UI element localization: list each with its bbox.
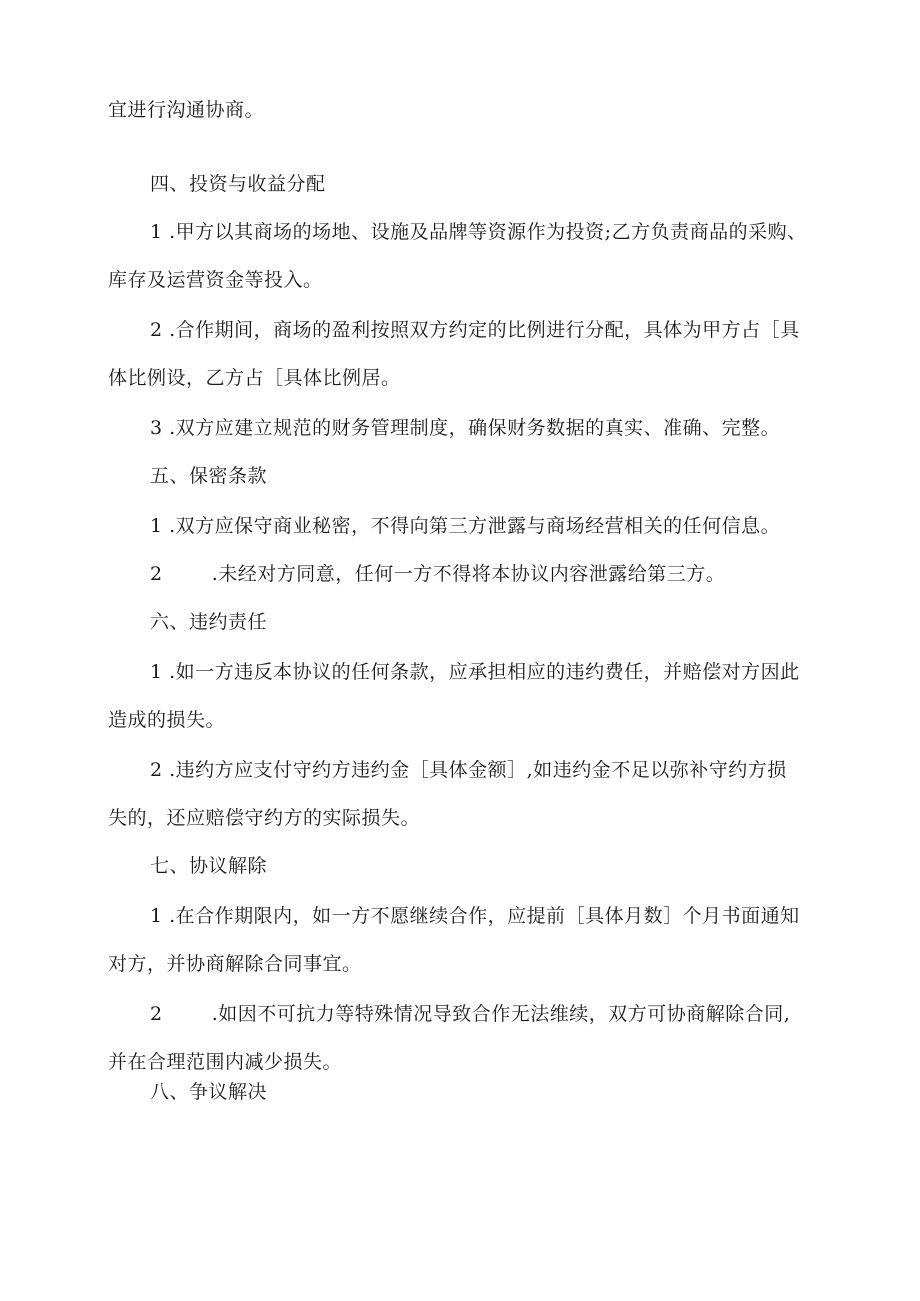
clause-text: .如因不可抗力等特殊情况导致合作无法维续，双方可协商解除合同, [211, 1003, 791, 1025]
clause-text: .甲方以其商场的场地、设施及品牌等资源作为投资;乙方负责商品的采购、 [169, 221, 807, 243]
clause-number: 2 [150, 759, 163, 781]
clause-text: .如一方违反本协议的任何条款，应承担相应的违约费任，并赔偿对方因此 [169, 661, 800, 683]
clause-text: .双方应保守商业秘密，不得向第三方泄露与商场经营相关的任何信息。 [169, 515, 781, 537]
clause-text-continuation: 体比例设，乙方占［具体比例居。 [108, 367, 401, 389]
clause-line [150, 1002, 790, 1026]
section-heading-liability: 六、违约责任 [150, 611, 268, 633]
clause-number: 1 [150, 905, 163, 927]
clause-number: 2 [150, 1003, 163, 1025]
clause-text: .未经对方同意，任何一方不得将本协议内容泄露给第三方。 [211, 563, 726, 585]
clause-line [150, 416, 780, 440]
section-heading-termination: 七、协议解除 [150, 855, 268, 877]
clause-text: .在合作期限内，如一方不愿继续合作，应提前［具体月数］个月书面通知 [169, 905, 800, 927]
clause-text-continuation: 对方，并协商解除合同事宜。 [108, 953, 362, 975]
clause-line [150, 514, 780, 538]
clause-line [150, 758, 787, 782]
clause-line [150, 660, 800, 684]
clause-line [150, 220, 807, 244]
section-heading-investment: 四、投资与收益分配 [150, 173, 326, 195]
clause-number: 2 [150, 563, 163, 585]
clause-text-continuation: 并在合理范围内减少损失。 [108, 1051, 343, 1073]
clause-line [150, 318, 800, 342]
section-heading-confidentiality: 五、保密条款 [150, 465, 268, 487]
clause-line [150, 562, 725, 586]
clause-number: 1 [150, 661, 163, 683]
clause-text: .双方应建立规范的财务管理制度，确保财务数据的真实、准确、完整。 [169, 417, 781, 439]
clause-text-continuation: 库存及运营资金等投入。 [108, 269, 323, 291]
clause-text: .合作期间，商场的盈利按照双方约定的比例进行分配，具体为甲方占［具 [169, 319, 800, 341]
intro-continuation: 宜进行沟通协商。 [108, 99, 265, 121]
clause-line [150, 904, 800, 928]
clause-number: 1 [150, 221, 163, 243]
section-heading-dispute: 八、争议解决 [150, 1081, 268, 1103]
clause-number: 3 [150, 417, 163, 439]
clause-number: 1 [150, 515, 163, 537]
clause-number: 2 [150, 319, 163, 341]
clause-text: .违约方应支付守约方违约金［具体金额］,如违约金不足以弥补守约方损 [169, 759, 787, 781]
clause-text-continuation: 造成的损失。 [108, 709, 226, 731]
clause-text-continuation: 失的，还应赔偿守约方的实际损失。 [108, 807, 421, 829]
